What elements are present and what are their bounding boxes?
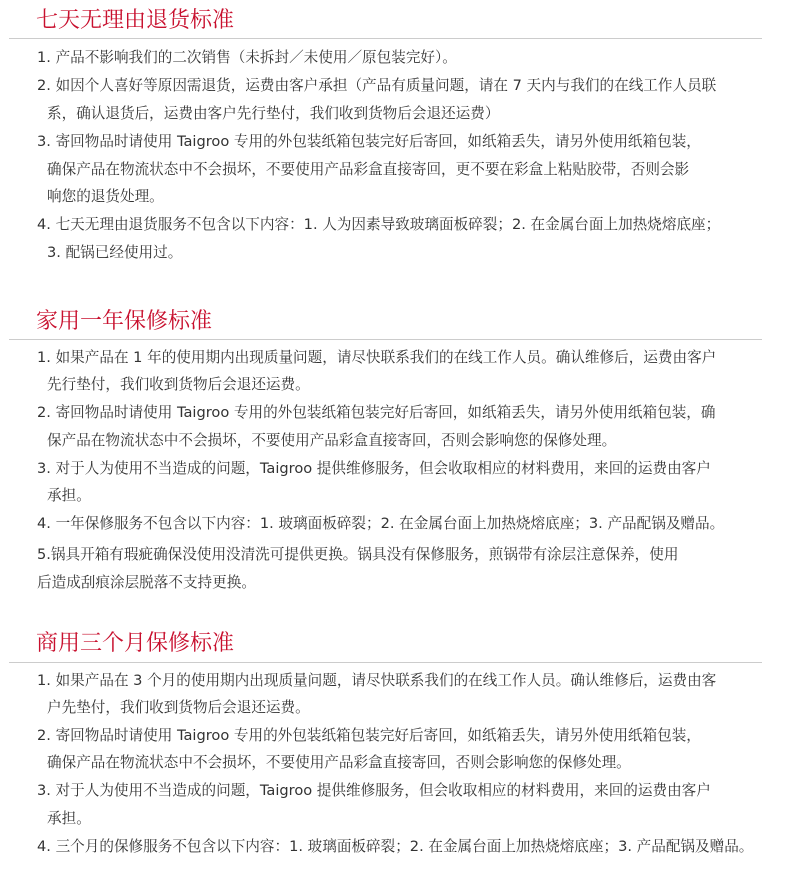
section-title: 家用一年保修标准 [36,309,213,334]
policy-line: 4. 一年保修服务不包含以下内容：1. 玻璃面板碎裂；2. 在金属台面上加热烧熔底座；3. 产品配锅及赠品。 [37,515,725,532]
policy-line: 2. 寄回物品时请使用 Taigroo 专用的外包装纸箱包装完好后寄回，如纸箱丢失，请另外使用纸箱包装， [37,727,701,744]
policy-line: 1. 产品不影响我们的二次销售（未拆封／未使用／原包装完好）。 [37,49,457,66]
policy-line: 后造成刮痕涂层脱落不支持更换。 [37,574,256,591]
policy-line: 4. 三个月的保修服务不包含以下内容：1. 玻璃面板碎裂；2. 在金属台面上加热烧熔底座；3. 产品配锅及赠品。 [37,838,754,855]
policy-line: 确保产品在物流状态中不会损坏，不要使用产品彩盒直接寄回，更不要在彩盒上粘贴胶带，否则会影 [47,161,690,178]
policy-line: 3. 对于人为使用不当造成的问题，Taigroo 提供维修服务，但会收取相应的材料费用，来回的运费由客户 [37,782,711,799]
policy-line: 2. 如因个人喜好等原因需退货，运费由客户承担（产品有质量问题，请在 7 天内与我们的在线工作人员联 [37,77,717,94]
policy-line: 3. 配锅已经使用过。 [47,244,183,261]
policy-line: 户先垫付，我们收到货物后会退还运费。 [47,699,310,716]
policy-line: 保产品在物流状态中不会损坏，不要使用产品彩盒直接寄回，否则会影响您的保修处理。 [47,432,617,449]
section-title: 七天无理由退货标准 [36,8,235,33]
policy-line: 2. 寄回物品时请使用 Taigroo 专用的外包装纸箱包装完好后寄回，如纸箱丢失，请另外使用纸箱包装，确 [37,404,716,421]
policy-line: 3. 寄回物品时请使用 Taigroo 专用的外包装纸箱包装完好后寄回，如纸箱丢失，请另外使用纸箱包装， [37,133,701,150]
section-divider [9,38,762,39]
policy-line: 先行垫付，我们收到货物后会退还运费。 [47,376,310,393]
policy-line: 承担。 [47,810,91,827]
policy-line: 1. 如果产品在 3 个月的使用期内出现质量问题，请尽快联系我们的在线工作人员。确认维修后，运费由客 [37,672,717,689]
section-divider [9,662,762,663]
policy-line: 4. 七天无理由退货服务不包含以下内容：1. 人为因素导致玻璃面板碎裂；2. 在金属台面上加热烧熔底座； [37,216,721,233]
section-divider [9,339,762,340]
policy-line: 3. 对于人为使用不当造成的问题，Taigroo 提供维修服务，但会收取相应的材料费用，来回的运费由客户 [37,460,711,477]
policy-line: 确保产品在物流状态中不会损坏，不要使用产品彩盒直接寄回，否则会影响您的保修处理。 [47,754,631,771]
policy-line: 1. 如果产品在 1 年的使用期内出现质量问题，请尽快联系我们的在线工作人员。确认维修后，运费由客户 [37,349,717,366]
policy-line: 5.锅具开箱有瑕疵确保没使用没清洗可提供更换。锅具没有保修服务，煎锅带有涂层注意保养，使用 [37,546,679,563]
policy-line: 响您的退货处理。 [47,188,164,205]
policy-line: 系，确认退货后，运费由客户先行垫付，我们收到货物后会退还运费） [47,105,500,122]
policy-line: 承担。 [47,487,91,504]
section-title: 商用三个月保修标准 [36,631,235,656]
